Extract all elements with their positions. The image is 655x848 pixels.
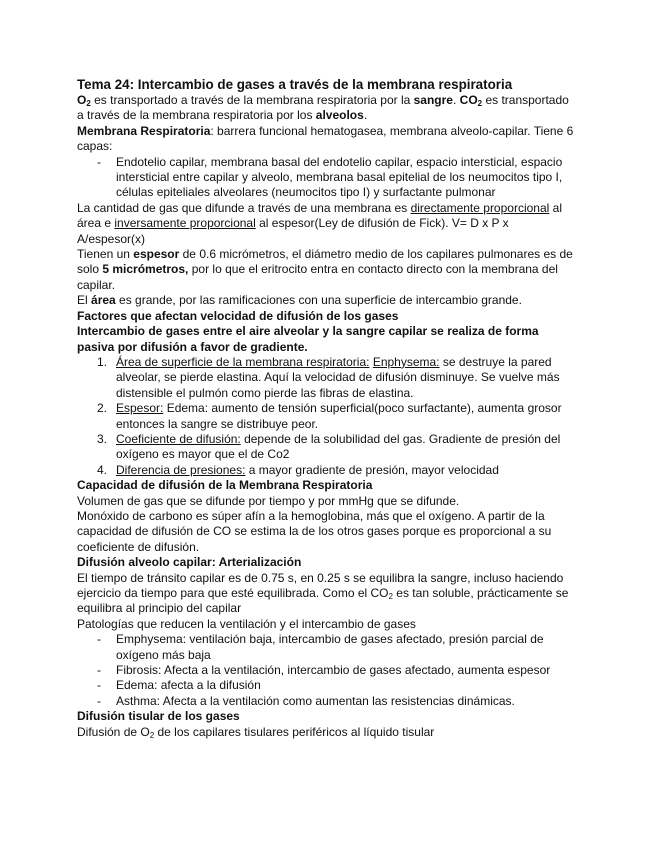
difusion-paragraph — [77, 571, 577, 617]
membrana-paragraph — [77, 124, 577, 155]
capacidad-paragraph-1: Volumen de gas que se difunde por tiempo y por mmHg que se difunde. — [77, 493, 460, 508]
co2-subscript-2: 2 — [388, 592, 393, 601]
sangre-term: sangre — [413, 93, 453, 107]
factor-label: Espesor: — [116, 401, 164, 416]
list-item — [77, 432, 577, 463]
alveolos-term: alveolos — [315, 108, 364, 123]
difusion-text-2: es tan soluble, prácticamente se equilibra al principio del capilar — [77, 586, 569, 616]
intercambio-heading: Intercambio de gases entre el aire alveolar y la sangre capilar se realiza de forma pasiva por difusión a favor de gradiente. — [77, 324, 539, 354]
membrana-text: : barrera funcional hematogasea, membrana alveolo-capilar. Tiene 6 capas: — [77, 123, 574, 154]
list-number: 2. — [97, 401, 108, 416]
list-item — [77, 678, 577, 693]
difusion-heading: Difusión alveolo capilar: Arterialización — [77, 555, 302, 570]
directamente-proporcional: directamente proporcional — [410, 200, 550, 215]
factor-text: a mayor gradiente de presión, mayor velocidad — [245, 462, 499, 477]
factor-label: Área de superficie de la membrana respiratoria: — [116, 354, 370, 369]
cantidad-text-1: La cantidad de gas que difunde a través de una membrana es — [77, 200, 411, 215]
page-title: Tema 24: Intercambio de gases a través de la membrana respiratoria — [77, 77, 513, 92]
espesor-text-3: por lo que el eritrocito entra en contacto directo con la membrana del capilar. — [77, 262, 558, 292]
area-text-1: El — [77, 293, 92, 308]
list-number: 1. — [97, 354, 108, 369]
co2-label: CO — [459, 93, 478, 107]
difusion-text-1: El tiempo de tránsito capilar es de 0.75 s, en 0.25 s se equilibra la sangre, incluso haciendo ejercicio da tiempo para que esté equilibrada. Como el CO — [77, 570, 564, 600]
capacidad-paragraph-2: Monóxido de carbono es súper afín a la hemoglobina, más que el oxígeno. A partir de la capacidad de difusión de CO se estima la de los otros gases porque es proporcional a su coeficiente de difusión. — [77, 508, 552, 554]
factor-label-2: Enphysema: — [372, 354, 440, 369]
list-item — [77, 155, 577, 201]
espesor-text-1: Tienen un — [77, 247, 134, 262]
factor-label: Coeficiente de difusión: — [116, 431, 241, 446]
list-item — [77, 663, 577, 678]
factores-list — [77, 355, 577, 478]
tisular-text-2: de los capilares tisulares periféricos al líquido tisular — [154, 724, 435, 739]
factor-text: Edema: aumento de tensión superficial(poco surfactante), aumenta grosor entonces la sangre se distribuye peor. — [116, 401, 562, 431]
list-item — [77, 632, 577, 663]
capas-item-text: Endotelio capilar, membrana basal del endotelio capilar, espacio intersticial, espacio intersticial entre capilar y alveolo, membrana basal epitelial de los neumocitos tipo I, células epiteliales alveolares (neumocitos tipo I) y surfactante pulmonar — [116, 154, 563, 200]
cantidad-text-2: al área e — [77, 200, 562, 231]
membrana-label: Membrana Respiratoria — [77, 123, 211, 138]
patologias-intro: Patologías que reducen la ventilación y el intercambio de gases — [77, 616, 416, 631]
espesor-text-2: de 0.6 micrómetros, el diámetro medio de los capilares pulmonares es de solo — [77, 247, 573, 277]
area-text-2: es grande, por las ramificaciones con una superficie de intercambio grande. — [115, 293, 522, 308]
factores-heading: Factores que afectan velocidad de difusión de los gases — [77, 308, 399, 323]
intro-paragraph — [77, 93, 577, 124]
list-item — [77, 401, 577, 432]
patologia-text: Edema: afecta a la difusión — [116, 678, 261, 693]
intro-text-3: es transportado a través de la membrana respiratoria por los — [77, 93, 569, 123]
list-number: 3. — [97, 431, 108, 446]
cantidad-paragraph — [77, 201, 577, 247]
o2-label: O — [77, 93, 87, 107]
list-item — [77, 463, 577, 478]
intro-text-4: . — [363, 108, 368, 123]
tisular-paragraph — [77, 725, 577, 740]
factor-text: depende de la solubilidad del gas. Gradiente de presión del oxígeno es mayor que el de Co2 — [116, 431, 561, 462]
factor-text: se destruye la pared alveolar, se pierde elastina. Aquí la velocidad de difusión disminuye. Se vuelve más distensible el pulmón como pierde las fibras de elastina. — [116, 354, 560, 400]
co2-subscript: 2 — [477, 99, 483, 108]
espesor-term: espesor — [133, 247, 180, 262]
capas-list — [77, 155, 577, 201]
area-paragraph — [77, 293, 577, 308]
patologias-list — [77, 632, 577, 709]
tisular-heading: Difusión tisular de los gases — [77, 709, 240, 724]
dash-bullet-icon: - — [97, 632, 101, 647]
patologia-text: Fibrosis: Afecta a la ventilación, intercambio de gases afectado, aumenta espesor — [116, 663, 551, 678]
cantidad-text-3: al espesor(Ley de difusión de Fick). V= D x P x A/espesor(x) — [77, 216, 509, 246]
o2-subscript: 2 — [86, 99, 91, 108]
dash-bullet-icon: - — [97, 663, 101, 678]
dash-bullet-icon: - — [97, 154, 101, 169]
patologia-text: Emphysema: ventilación baja, intercambio de gases afectado, presión parcial de oxígeno más baja — [116, 632, 544, 662]
micrometros-term: 5 micrómetros, — [102, 262, 189, 277]
inversamente-proporcional: inversamente proporcional — [114, 216, 256, 231]
factor-label: Diferencia de presiones: — [116, 462, 246, 477]
tisular-text-1: Difusión de O — [77, 724, 150, 739]
capacidad-heading: Capacidad de difusión de la Membrana Respiratoria — [77, 478, 373, 493]
o2-subscript-2: 2 — [149, 730, 155, 740]
list-item — [77, 355, 577, 401]
patologia-text: Asthma: Afecta a la ventilación como aumentan las resistencias dinámicas. — [116, 693, 515, 708]
espesor-paragraph — [77, 247, 577, 293]
document-content — [77, 76, 577, 740]
area-term: área — [91, 293, 116, 308]
intro-text-1: es transportado a través de la membrana respiratoria por la — [90, 93, 414, 107]
dash-bullet-icon: - — [97, 693, 101, 708]
list-item — [77, 694, 577, 709]
intro-text-2: . — [452, 93, 460, 107]
list-number: 4. — [97, 462, 108, 477]
dash-bullet-icon: - — [97, 678, 101, 693]
